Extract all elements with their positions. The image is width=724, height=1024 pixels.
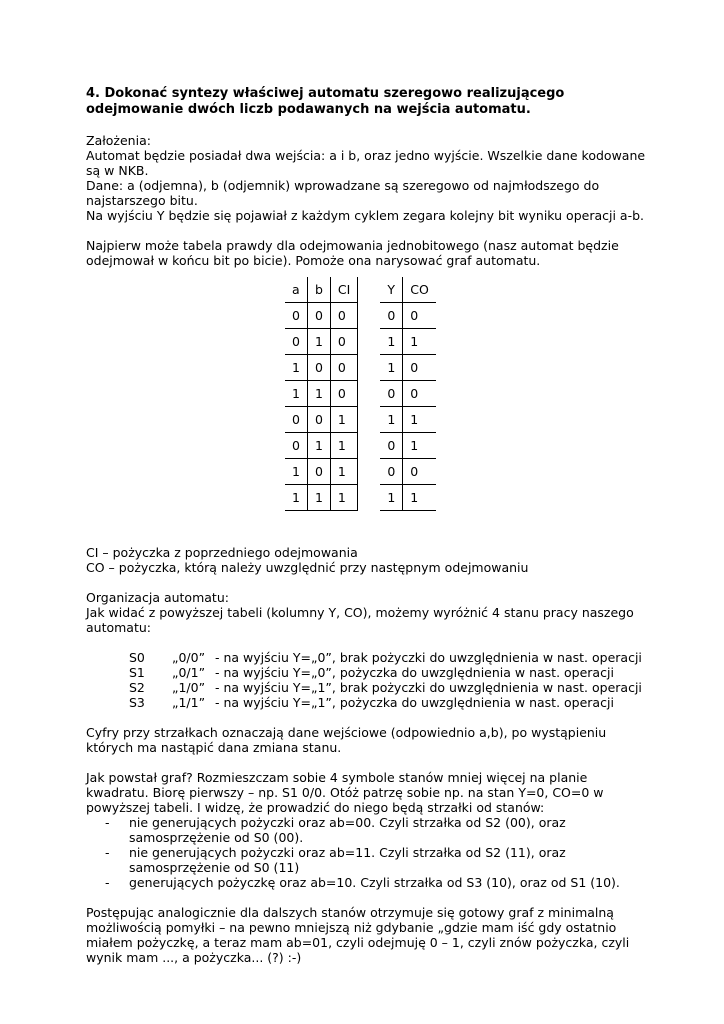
table-row <box>285 459 436 485</box>
table-row <box>285 433 436 459</box>
cell: 1 <box>307 381 330 407</box>
cell: 1 <box>403 407 436 433</box>
state-code: „0/1” <box>172 665 206 680</box>
cell: 1 <box>285 355 307 381</box>
cell: 0 <box>307 407 330 433</box>
cell: 1 <box>380 355 402 381</box>
organization-text: Jak widać z powyższej tabeli (kolumny Y, CO), możemy wyróżnić 4 stanu pracy naszego automatu: <box>86 605 634 635</box>
cell: 1 <box>330 459 357 485</box>
cell: 0 <box>403 381 436 407</box>
cell: 1 <box>330 407 357 433</box>
legend-co: CO – pożyczka, którą należy uwzględnić przy następnym odejmowaniu <box>86 560 529 575</box>
cell: 1 <box>403 433 436 459</box>
header-b: b <box>307 277 330 303</box>
cell: 1 <box>330 433 357 459</box>
state-row <box>129 695 646 710</box>
cell: 0 <box>285 329 307 355</box>
assumption-line: Dane: a (odjemna), b (odjemnik) wprowadzane są szeregowo od najmłodszego do najstarszego bitu. <box>86 178 600 208</box>
cell: 0 <box>330 355 357 381</box>
table-row <box>285 329 436 355</box>
cell: 0 <box>380 303 402 329</box>
header-ci: CI <box>330 277 357 303</box>
final-paragraph: Postępując analogicznie dla dalszych stanów otrzymuje się gotowy graf z minimalną możliwością pomyłki – na pewno mniejszą niż gdybanie „gdzie mam iść gdy ostatnio miałem pożyczkę, a teraz mam ab=01, czyli odejmuję 0 – 1, czyli znów pożyczka, czyli wynik mam ..., a pożyczka... (?) :-) <box>86 905 630 965</box>
cell: 0 <box>403 303 436 329</box>
organization-heading: Organizacja automatu: <box>86 590 229 605</box>
graph-paragraph: Jak powstał graf? Rozmieszczam sobie 4 symbole stanów mniej więcej na planie kwadratu. Biorę pierwszy – np. S1 0/0. Otóż patrzę sobie np. na stan Y=0, CO=0 w powyższej tabeli. I widzę, że prowadzić do niego będą strzałki od stanów: <box>86 770 604 815</box>
cell: 0 <box>380 459 402 485</box>
cell: 0 <box>330 303 357 329</box>
document-page <box>86 86 646 965</box>
assumption-line: Na wyjściu Y będzie się pojawiał z każdym cyklem zegara kolejny bit wyniku operacji a-b. <box>86 208 645 223</box>
state-description: - na wyjściu Y=„0”, pożyczka do uwzględnienia w nast. operacji <box>215 665 614 680</box>
state-code: „0/0” <box>172 650 206 665</box>
truth-table <box>285 277 436 511</box>
state-description: - na wyjściu Y=„1”, pożyczka do uwzględnienia w nast. operacji <box>215 695 614 710</box>
state-description: - na wyjściu Y=„1”, brak pożyczki do uwzględnienia w nast. operacji <box>215 680 642 695</box>
state-name: S2 <box>129 680 145 695</box>
intro-paragraph: Najpierw może tabela prawdy dla odejmowania jednobitowego (nasz automat będzie odejmował w końcu bit po bicie). Pomoże ona narysować graf automatu. <box>86 238 619 268</box>
cell: 1 <box>285 381 307 407</box>
state-name: S0 <box>129 650 145 665</box>
task-title: 4. Dokonać syntezy właściwej automatu szeregowo realizującego odejmowanie dwóch liczb podawanych na wejścia automatu. <box>86 86 565 117</box>
cell: 1 <box>307 433 330 459</box>
cell: 0 <box>380 433 402 459</box>
assumption-line: Automat będzie posiadał dwa wejścia: a i b, oraz jedno wyjście. Wszelkie dane kodowane są w NKB. <box>86 148 646 178</box>
bullet-list <box>86 815 646 890</box>
cell: 1 <box>403 485 436 511</box>
header-a: a <box>285 277 307 303</box>
table-row <box>285 407 436 433</box>
list-item: - generujących pożyczkę oraz ab=10. Czyli strzałka od S3 (10), oraz od S1 (10). <box>86 875 646 890</box>
states-list <box>129 650 646 710</box>
list-item: - nie generujących pożyczki oraz ab=11. Czyli strzałka od S2 (11), oraz samosprzężenie od S0 (11) <box>86 845 646 875</box>
cell: 1 <box>285 459 307 485</box>
state-row <box>129 650 646 665</box>
cell: 0 <box>330 329 357 355</box>
cell: 0 <box>380 381 402 407</box>
state-name: S1 <box>129 665 145 680</box>
table-row <box>285 381 436 407</box>
cell: 1 <box>285 485 307 511</box>
truth-table-header-row <box>285 277 436 303</box>
state-name: S3 <box>129 695 145 710</box>
state-code: „1/1” <box>172 695 206 710</box>
cell: 0 <box>403 355 436 381</box>
state-code: „1/0” <box>172 680 206 695</box>
cell: 0 <box>307 303 330 329</box>
cell: 0 <box>285 433 307 459</box>
state-description: - na wyjściu Y=„0”, brak pożyczki do uwzględnienia w nast. operacji <box>215 650 642 665</box>
cell: 1 <box>330 485 357 511</box>
cell: 1 <box>307 329 330 355</box>
table-row <box>285 303 436 329</box>
cell: 0 <box>330 381 357 407</box>
cell: 1 <box>307 485 330 511</box>
assumptions-heading: Założenia: <box>86 133 151 148</box>
cell: 0 <box>307 355 330 381</box>
cell: 0 <box>403 459 436 485</box>
table-row <box>285 355 436 381</box>
cell: 1 <box>380 485 402 511</box>
arrows-note: Cyfry przy strzałkach oznaczają dane wejściowe (odpowiednio a,b), po wystąpieniu których ma nastąpić dana zmiana stanu. <box>86 725 607 755</box>
legend-ci: CI – pożyczka z poprzedniego odejmowania <box>86 545 358 560</box>
cell: 1 <box>403 329 436 355</box>
state-row <box>129 680 646 695</box>
cell: 0 <box>285 303 307 329</box>
state-row <box>129 665 646 680</box>
cell: 1 <box>380 329 402 355</box>
cell: 1 <box>380 407 402 433</box>
cell: 0 <box>285 407 307 433</box>
header-co: CO <box>403 277 436 303</box>
cell: 0 <box>307 459 330 485</box>
header-y: Y <box>380 277 402 303</box>
table-row <box>285 485 436 511</box>
list-item: - nie generujących pożyczki oraz ab=00. Czyli strzałka od S2 (00), oraz samosprzężenie od S0 (00). <box>86 815 646 845</box>
